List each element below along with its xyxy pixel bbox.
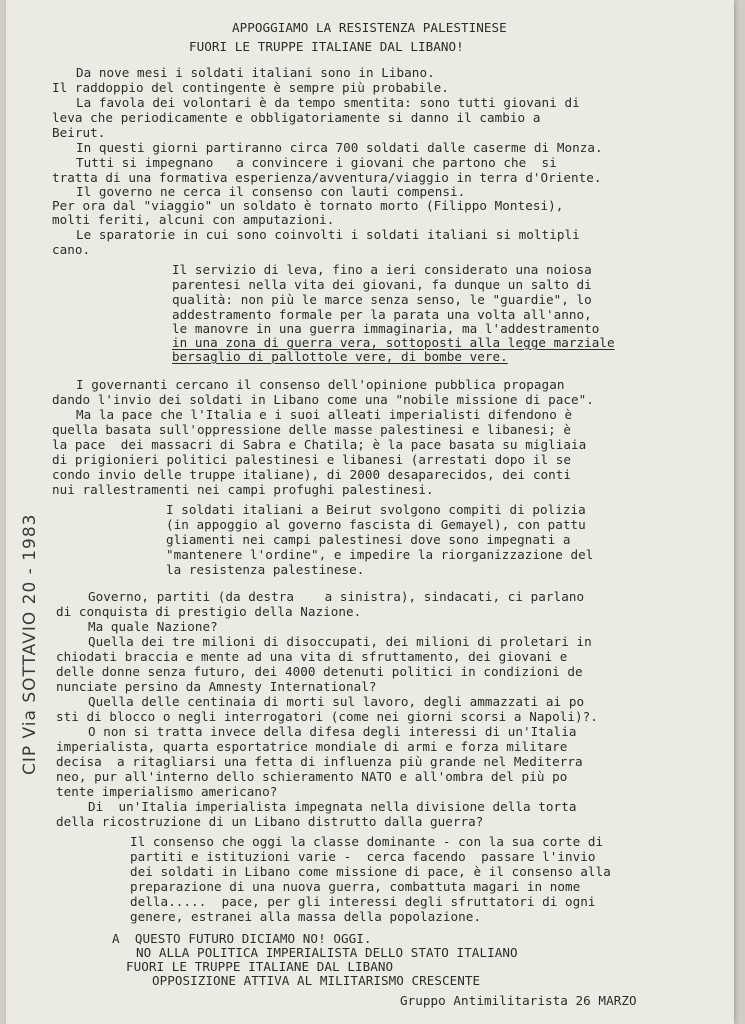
- text-line: la pace dei massacri di Sabra e Chatila; è la pace basata su migliaia: [52, 437, 587, 452]
- slogan-line: A QUESTO FUTURO DICIAMO NO! OGGI.: [112, 931, 372, 946]
- slogan-line: OPPOSIZIONE ATTIVA AL MILITARISMO CRESCENTE: [152, 973, 481, 988]
- text-line: imperialista, quarta esportatrice mondiale di armi e forza militare: [56, 739, 568, 754]
- text-line: preparazione di una nuova guerra, combattuta magari in nome: [130, 879, 581, 894]
- text-line: le manovre in una guerra immaginaria, ma l'addestramento: [172, 321, 600, 336]
- text-line: decisa a ritagliarsi una fetta di influenza più grande nel Mediterra: [56, 754, 583, 769]
- text-line: della ricostruzione di un Libano distrutto dalla guerra?: [56, 814, 484, 829]
- text-line: nunciate persino da Amnesty International?: [56, 679, 377, 694]
- text-line: Tutti si impegnano a convincere i giovani che partono che si: [76, 155, 557, 170]
- underlined-text-line: in una zona di guerra vera, sottoposti alla legge marziale: [172, 335, 615, 350]
- underlined-text-line: bersaglio di pallottole vere, di bombe vere.: [172, 349, 508, 364]
- text-line: sti di blocco o negli interrogatori (come nei giorni scorsi a Napoli)?.: [56, 709, 598, 724]
- text-line: Il governo ne cerca il consenso con lauti compensi.: [76, 184, 466, 199]
- title-line-2: FUORI LE TRUPPE ITALIANE DAL LIBANO!: [189, 39, 464, 54]
- text-line: dando l'invio dei soldati in Libano come una "nobile missione di pace".: [52, 392, 594, 407]
- text-line: Le sparatorie in cui sono coinvolti i soldati italiani si moltipli: [76, 227, 580, 242]
- text-line: parentesi nella vita dei giovani, fa dunque un salto di: [172, 277, 592, 292]
- text-line: "mantenere l'ordine", e impedire la riorganizzazione del: [166, 547, 594, 562]
- slogan-line: FUORI LE TRUPPE ITALIANE DAL LIBANO: [126, 959, 394, 974]
- text-line: addestramento formale per la parata una volta all'anno,: [172, 307, 592, 322]
- text-line: della..... pace, per gli interessi degli sfruttatori di ogni: [130, 894, 596, 909]
- text-line: molti feriti, alcuni con amputazioni.: [52, 212, 335, 227]
- text-line: partiti e istituzioni varie - cerca facendo passare l'invio: [130, 849, 596, 864]
- text-line: La favola dei volontari è da tempo smentita: sono tutti giovani di: [76, 95, 580, 110]
- text-line: gliamenti nei campi palestinesi dove sono impegnati a: [166, 532, 571, 547]
- text-line: genere, estranei alla massa della popolazione.: [130, 909, 482, 924]
- text-line: nui rallestramenti nei campi profughi palestinesi.: [52, 482, 434, 497]
- text-line: quella basata sull'oppressione delle masse palestinesi e libanesi; è: [52, 422, 571, 437]
- slogan-line: NO ALLA POLITICA IMPERIALISTA DELLO STATO ITALIANO: [136, 945, 518, 960]
- text-line: Quella delle centinaia di morti sul lavoro, degli ammazzati ai po: [88, 694, 585, 709]
- text-line: In questi giorni partiranno circa 700 soldati dalle caserme di Monza.: [76, 140, 603, 155]
- text-line: neo, pur all'interno dello schieramento NATO e all'ombra del più po: [56, 769, 568, 784]
- text-line: Ma quale Nazione?: [88, 619, 218, 634]
- title-line-1: APPOGGIAMO LA RESISTENZA PALESTINESE: [232, 20, 507, 35]
- signature-line: Gruppo Antimilitarista 26 MARZO: [400, 993, 637, 1008]
- document-page: [6, 0, 734, 1024]
- text-line: cano.: [52, 242, 91, 257]
- text-line: (in appoggio al governo fascista di Gemayel), con pattu: [166, 517, 586, 532]
- text-line: dei soldati in Libano come missione di pace, è il consenso alla: [130, 864, 611, 879]
- text-line: chiodati braccia e mente ad una vita di sfruttamento, dei giovani e: [56, 649, 568, 664]
- text-line: di prigionieri politici palestinesi e libanesi (arrestati dopo il se: [52, 452, 571, 467]
- text-line: Ma la pace che l'Italia e i suoi alleati imperialisti difendono è: [76, 407, 573, 422]
- text-line: Da nove mesi i soldati italiani sono in Libano.: [76, 65, 435, 80]
- handwritten-margin-note: CIP Via SOTTAVIO 20 - 1983: [20, 513, 40, 775]
- text-line: qualità: non più le marce senza senso, le "guardie", lo: [172, 292, 592, 307]
- text-line: delle donne senza futuro, dei 4000 detenuti politici in condizioni de: [56, 664, 583, 679]
- text-line: I soldati italiani a Beirut svolgono compiti di polizia: [166, 502, 586, 517]
- text-line: tratta di una formativa esperienza/avventura/viaggio in terra d'Oriente.: [52, 170, 602, 185]
- text-line: Il raddoppio del contingente è sempre più probabile.: [52, 80, 449, 95]
- text-line: Di un'Italia imperialista impegnata nella divisione della torta: [88, 799, 577, 814]
- text-line: Il servizio di leva, fino a ieri considerato una noiosa: [172, 262, 592, 277]
- text-line: I governanti cercano il consenso dell'opinione pubblica propagan: [76, 377, 565, 392]
- text-line: di conquista di prestigio della Nazione.: [56, 604, 362, 619]
- text-line: la resistenza palestinese.: [166, 562, 365, 577]
- text-line: condo invio delle truppe italiane), di 2000 desaparecidos, dei conti: [52, 467, 571, 482]
- text-line: tente imperialismo americano?: [56, 784, 278, 799]
- text-line: Quella dei tre milioni di disoccupati, dei milioni di proletari in: [88, 634, 592, 649]
- text-line: Per ora dal "viaggio" un soldato è tornato morto (Filippo Montesi),: [52, 198, 564, 213]
- text-line: Beirut.: [52, 125, 106, 140]
- text-line: leva che periodicamente e obbligatoriamente si danno il cambio a: [52, 110, 541, 125]
- text-line: O non si tratta invece della difesa degli interessi di un'Italia: [88, 724, 577, 739]
- text-line: Il consenso che oggi la classe dominante - con la sua corte di: [130, 834, 604, 849]
- text-line: Governo, partiti (da destra a sinistra), sindacati, ci parlano: [88, 589, 585, 604]
